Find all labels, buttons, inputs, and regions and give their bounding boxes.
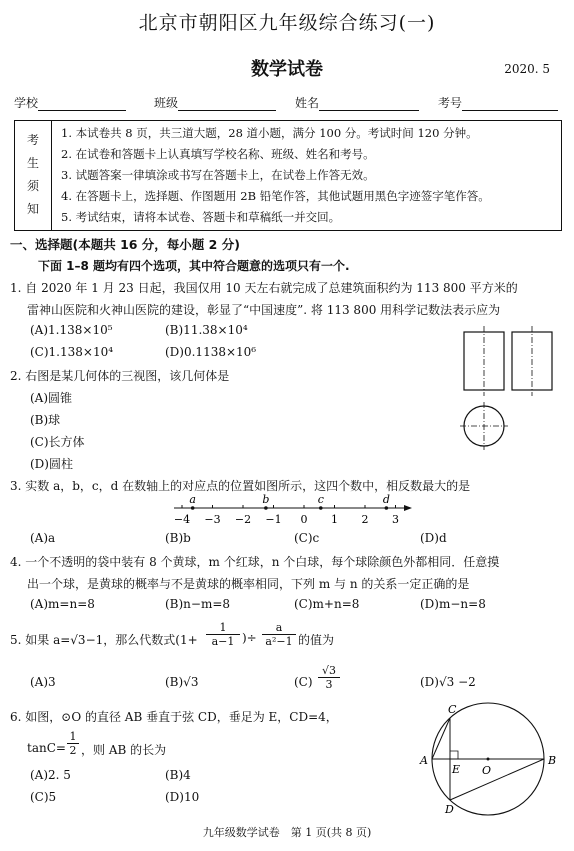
label-b: B xyxy=(548,754,557,767)
number-line-point-label: d xyxy=(382,494,390,506)
q5-option-a: (A)3 xyxy=(30,675,56,689)
q4-option-d: (D)m−n=8 xyxy=(420,597,486,611)
q6-frac-den: 2 xyxy=(69,744,77,757)
number-line-point-label: a xyxy=(189,494,196,506)
notice-item: 1. 本试卷共 8 页，共三道大题，28 道小题，满分 100 分。考试时间 120 分钟。 xyxy=(61,126,478,140)
name-label: 姓名 xyxy=(295,96,320,110)
section-heading: 一、选择题(本题共 16 分，每小题 2 分) xyxy=(10,237,240,252)
segment-db xyxy=(450,759,544,800)
center-dot xyxy=(487,758,490,761)
section-instruction: 下面 1–8 题均有四个选项，其中符合题意的选项只有一个. xyxy=(38,259,350,273)
number-line-point xyxy=(191,506,195,510)
number-line-point xyxy=(264,506,268,510)
page-title: 北京市朝阳区九年级综合练习(一) xyxy=(138,12,436,34)
q5-stem-part3: 的值为 xyxy=(298,633,335,647)
notice-side-char: 生 xyxy=(27,156,40,170)
notice-item: 4. 在答题卡上，选择题、作图题用 2B 铅笔作答，其他试题用黑色字迹签字笔作答。 xyxy=(61,189,490,203)
q6-frac xyxy=(67,730,79,757)
class-label: 班级 xyxy=(154,96,179,110)
q5-stem-part2: )÷ xyxy=(242,631,257,645)
q2-option-a: (A)圆锥 xyxy=(30,391,73,405)
number-label: 考号 xyxy=(438,96,463,110)
q2-option-c: (C)长方体 xyxy=(30,435,85,449)
q4-option-a: (A)m=n=8 xyxy=(30,597,95,611)
number-field xyxy=(438,94,558,111)
q3-option-d: (D)d xyxy=(420,531,447,545)
class-field xyxy=(154,94,276,111)
name-field xyxy=(295,94,419,111)
notice-side-label xyxy=(15,121,52,230)
number-line-tick-label: −3 xyxy=(204,513,221,526)
exam-date: 2020. 5 xyxy=(504,62,550,76)
q5-frac2-den: a²−1 xyxy=(265,635,293,648)
number-line-figure xyxy=(168,494,418,528)
student-info-fields xyxy=(14,94,560,114)
class-blank xyxy=(178,96,276,111)
q3-option-a: (A)a xyxy=(30,531,56,545)
number-line-point xyxy=(385,506,389,510)
school-field xyxy=(14,94,126,111)
label-d: D xyxy=(445,803,454,816)
q6-line2-part2: ，则 AB 的长为 xyxy=(81,743,167,757)
q5-option-c-den: 3 xyxy=(325,678,333,691)
q5-option-c-label: (C) xyxy=(294,675,313,689)
q3-option-c: (C)c xyxy=(294,531,320,545)
number-line-tick-label: −4 xyxy=(173,513,191,526)
q6-line2 xyxy=(27,730,227,766)
q6-frac-num: 1 xyxy=(67,730,79,744)
q5-frac1-num: 1 xyxy=(206,621,240,635)
notice-item: 2. 在试卷和答题卡上认真填写学校名称、班级、姓名和考号。 xyxy=(61,147,375,161)
q3-option-b: (B)b xyxy=(165,531,191,545)
name-blank xyxy=(319,96,419,111)
q5-option-c-frac xyxy=(318,664,340,691)
q6-line2-part1: tanC= xyxy=(27,741,66,755)
page-footer: 九年级数学试卷 第 1 页(共 8 页) xyxy=(202,826,372,839)
notice-items xyxy=(61,123,490,228)
three-view-figure xyxy=(456,326,566,454)
q6-line1: 6. 如图，⊙O 的直径 AB 垂直于弦 CD，垂足为 E，CD=4， xyxy=(10,710,338,724)
q6-option-a: (A)2. 5 xyxy=(30,768,71,782)
q3-stem: 3. 实数 a，b，c，d 在数轴上的对应点的位置如图所示，这四个数中，相反数最大的是 xyxy=(10,479,471,493)
number-line-point-label: c xyxy=(317,494,324,506)
q2-option-d: (D)圆柱 xyxy=(30,457,73,471)
label-o: O xyxy=(482,764,492,777)
right-angle-mark xyxy=(450,751,458,759)
notice-item: 3. 试题答案一律填涂或书写在答题卡上，在试卷上作答无效。 xyxy=(61,168,375,182)
q1-option-b: (B)11.38×10⁴ xyxy=(165,323,248,337)
page-subtitle: 数学试卷 xyxy=(251,59,323,80)
circle-figure xyxy=(412,696,562,818)
number-line-tick-label: 0 xyxy=(300,513,308,526)
q1-option-a: (A)1.138×10⁵ xyxy=(30,323,113,337)
number-line-arrow xyxy=(404,505,412,511)
q5-option-c-num: √3 xyxy=(318,664,340,678)
label-a: A xyxy=(420,754,428,767)
number-line-tick-label: 1 xyxy=(331,513,338,526)
q4-line1: 4. 一个不透明的袋中装有 8 个黄球，m 个红球，n 个白球，每个球除颜色外都相同．任意摸 xyxy=(10,555,500,569)
school-blank xyxy=(38,96,126,111)
q5-frac1 xyxy=(206,621,240,648)
label-e: E xyxy=(452,763,461,776)
number-line-tick-label: 3 xyxy=(392,513,399,526)
q6-option-d: (D)10 xyxy=(165,790,200,804)
number-line-tick-label: −1 xyxy=(265,513,282,526)
q1-option-d: (D)0.1138×10⁶ xyxy=(165,345,257,359)
number-line-point xyxy=(319,506,323,510)
q5-frac1-den: a−1 xyxy=(211,635,235,648)
q5-stem-part1: 5. 如果 a=√3−1，那么代数式(1+ xyxy=(10,633,198,647)
q5-option-d: (D)√3 −2 xyxy=(420,675,476,689)
number-line-tick-label: 2 xyxy=(361,513,369,526)
q2-option-b: (B)球 xyxy=(30,413,61,427)
notice-item: 5. 考试结束，请将本试卷、答题卡和草稿纸一并交回。 xyxy=(61,210,341,224)
school-label: 学校 xyxy=(14,96,39,110)
q1-line2: 雷神山医院和火神山医院的建设，彰显了“中国速度”. 将 113 800 用科学记数法表示应为 xyxy=(27,303,501,317)
q5-option-b: (B)√3 xyxy=(165,675,199,689)
q1-line1: 1. 自 2020 年 1 月 23 日起，我国仅用 10 天左右就完成了总建筑面积约为 113 800 平方米的 xyxy=(10,281,518,295)
notice-side-char: 知 xyxy=(27,202,40,216)
q4-option-b: (B)n−m=8 xyxy=(165,597,231,611)
q5-frac2-num: a xyxy=(262,621,296,635)
q5-frac2 xyxy=(262,621,296,648)
number-line-tick-label: −2 xyxy=(234,513,252,526)
q6-option-b: (B)4 xyxy=(165,768,191,782)
q1-option-c: (C)1.138×10⁴ xyxy=(30,345,114,359)
q4-option-c: (C)m+n=8 xyxy=(294,597,360,611)
segment-ca xyxy=(432,718,450,759)
notice-box xyxy=(14,120,562,231)
number-blank xyxy=(462,96,558,111)
notice-side-char: 考 xyxy=(27,133,40,147)
q2-stem: 2. 右图是某几何体的三视图，该几何体是 xyxy=(10,369,230,383)
notice-side-char: 须 xyxy=(27,179,40,193)
label-c: C xyxy=(448,703,457,716)
number-line-point-label: b xyxy=(262,494,270,506)
q6-option-c: (C)5 xyxy=(30,790,57,804)
q4-line2: 出一个球，是黄球的概率与不是黄球的概率相同，下列 m 与 n 的关系一定正确的是 xyxy=(27,577,470,591)
